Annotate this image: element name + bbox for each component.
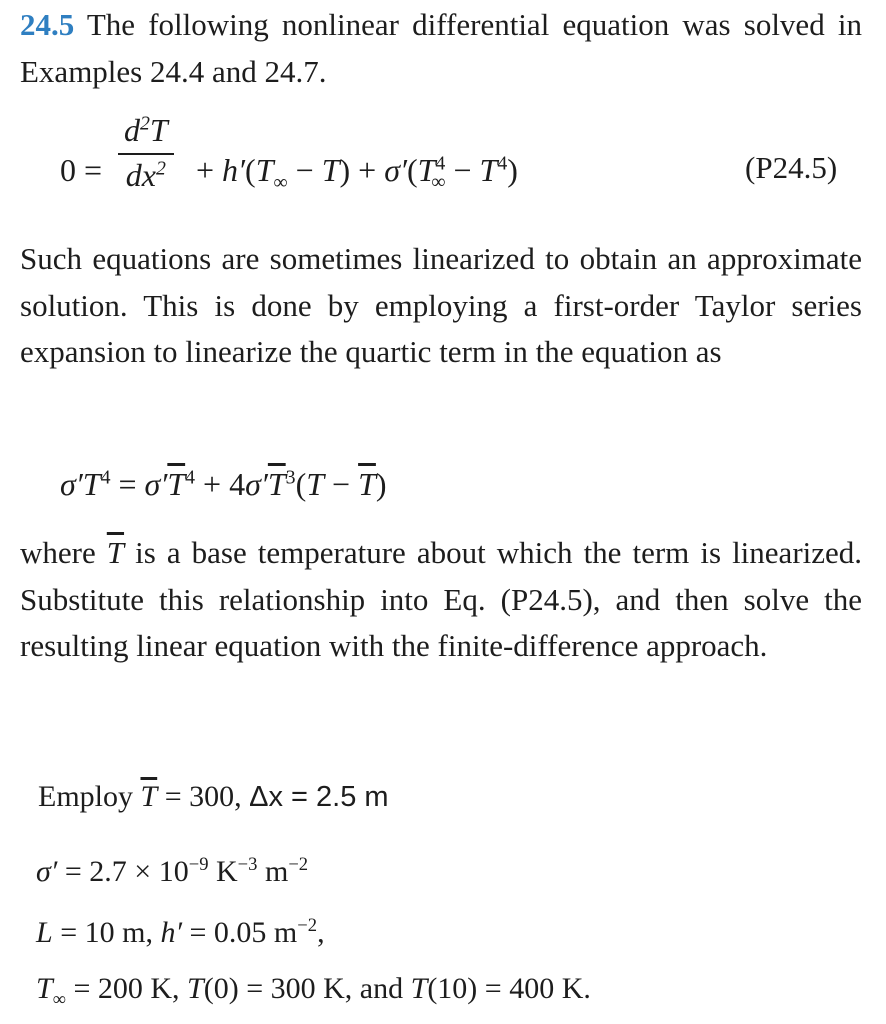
body2-text: is a base temperature about which the term is linearized. Substitute this relationship into Eq. (P24.5), and then solve the resulting linear equation with the finite-difference approach. — [20, 535, 863, 663]
tinf-value: = 200 K, — [73, 972, 180, 1005]
intro-text: The following nonlinear differential equation was solved in Examples 24.4 and 24.7. — [20, 7, 862, 89]
equation-label: (P24.5) — [745, 150, 838, 185]
problem-number: 24.5 — [20, 7, 75, 42]
given-length-line: L = 10 m, h′ = 0.05 $m^{-2}$, — [36, 915, 325, 949]
length-value: = 10 m, — [60, 916, 153, 949]
given-sigma-line: $\sigma' = 2.7 \times 10^{-9}$ $K^{-3}$ $m^{-2}$ — [36, 854, 309, 888]
problem-intro — [20, 2, 862, 95]
equation-rhs: + $h'(T_\infty - T) + \sigma'(T^4_\infty - T^4)$ — [196, 152, 518, 194]
sigma-units: K — [216, 855, 238, 888]
equation-lhs: 0 = — [60, 152, 103, 188]
t0-value: = 300 K, and — [246, 972, 404, 1005]
t10-value: = 400 K. — [484, 972, 591, 1005]
body-paragraph-1: Such equations are sometimes linearized to obtain an approximate solution. This is done by employing a first-order Taylor series expansion to linearize the quartic term in the equation as — [20, 241, 862, 369]
given-employ-line: Employ $\overline{T} = 300$, Δx = 2.5 m — [38, 780, 389, 813]
dx-value: Δx = 2.5 m — [249, 781, 389, 813]
linearization-equation: $\sigma'T^4 = \sigma'\overline{T}^4 + 4\sigma'\overline{T}^3(T - \overline{T})$ — [60, 466, 387, 502]
tbar-symbol: $\overline{T}$ — [106, 535, 125, 570]
where-text: where — [20, 535, 96, 570]
employ-label: Employ — [38, 780, 133, 813]
d2t-dx2-fraction: $\frac{d^2T}{dx^2}$ — [118, 112, 174, 194]
given-boundary-line: $T_\infty = 200$ K, T(0) = 300 K, and T(10) = 400 K. — [36, 972, 591, 1010]
body-paragraph-2 — [20, 530, 862, 670]
h-value: = 0.05 m — [189, 916, 298, 949]
tbar-value: = 300, — [164, 780, 242, 813]
sigma-value: = 2.7 × 10 — [64, 855, 189, 888]
